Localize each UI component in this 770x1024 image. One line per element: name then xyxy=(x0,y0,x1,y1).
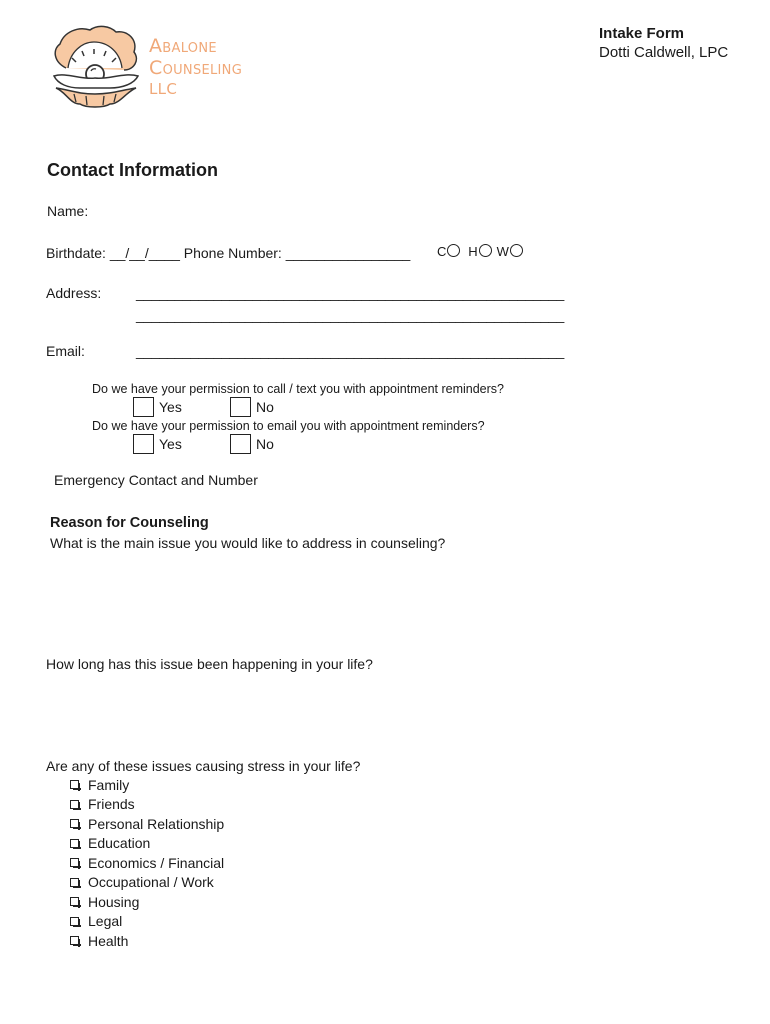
call-yes-checkbox[interactable] xyxy=(133,397,154,417)
call-yes-label: Yes xyxy=(159,399,182,415)
oyster-pearl-icon xyxy=(46,22,144,110)
emergency-contact-label: Emergency Contact and Number xyxy=(54,472,258,488)
phone-work-radio[interactable] xyxy=(510,244,523,257)
address-line-1[interactable]: _______________________________________________________ xyxy=(136,285,565,301)
logo xyxy=(46,22,276,112)
stress-item-label: Friends xyxy=(88,796,135,813)
list-item[interactable] xyxy=(70,873,224,893)
email-permission-question: Do we have your permission to email you with appointment reminders? xyxy=(92,419,485,433)
stress-items-list xyxy=(70,775,224,951)
phone-type-options xyxy=(437,243,524,259)
address-line-2[interactable]: _______________________________________________________ xyxy=(136,307,565,323)
stress-question: Are any of these issues causing stress in your life? xyxy=(46,758,361,774)
email-yes-label: Yes xyxy=(159,436,182,452)
list-item[interactable] xyxy=(70,892,224,912)
stress-item-label: Family xyxy=(88,776,130,793)
checkbox-icon[interactable] xyxy=(70,936,79,945)
counselor-name: Dotti Caldwell, LPC xyxy=(599,44,729,61)
list-item[interactable] xyxy=(70,834,224,854)
stress-item-label: Legal xyxy=(88,913,123,930)
address-label: Address: xyxy=(46,285,102,301)
checkbox-icon[interactable] xyxy=(70,839,79,848)
email-label: Email: xyxy=(46,343,85,359)
email-no-checkbox[interactable] xyxy=(230,434,251,454)
duration-question: How long has this issue been happening in your life? xyxy=(46,656,373,672)
name-label: Name: xyxy=(47,203,89,219)
phone-type-h-label: H xyxy=(468,244,478,259)
checkbox-icon[interactable] xyxy=(70,780,79,789)
form-title: Intake Form xyxy=(599,25,685,42)
logo-line-3: LLC xyxy=(149,80,178,98)
phone-type-c-label: C xyxy=(437,244,447,259)
list-item[interactable] xyxy=(70,814,224,834)
stress-item-label: Health xyxy=(88,932,129,949)
checkbox-icon[interactable] xyxy=(70,819,79,828)
stress-item-label: Education xyxy=(88,835,151,852)
list-item[interactable] xyxy=(70,912,224,932)
call-no-label: No xyxy=(256,399,274,415)
email-yes-checkbox[interactable] xyxy=(133,434,154,454)
checkbox-icon[interactable] xyxy=(70,917,79,926)
birthdate-phone-line[interactable]: Birthdate: __/__/____ Phone Number: ________________ xyxy=(46,245,411,261)
main-issue-question: What is the main issue you would like to address in counseling? xyxy=(50,535,446,551)
stress-item-label: Personal Relationship xyxy=(88,815,225,832)
call-no-checkbox[interactable] xyxy=(230,397,251,417)
email-no-label: No xyxy=(256,436,274,452)
call-permission-question: Do we have your permission to call / text you with appointment reminders? xyxy=(92,382,504,396)
list-item[interactable] xyxy=(70,931,224,951)
stress-item-label: Occupational / Work xyxy=(88,874,214,891)
checkbox-icon[interactable] xyxy=(70,858,79,867)
list-item[interactable] xyxy=(70,853,224,873)
phone-home-radio[interactable] xyxy=(479,244,492,257)
list-item[interactable] xyxy=(70,795,224,815)
contact-heading: Contact Information xyxy=(47,160,218,180)
phone-type-w-label: W xyxy=(496,244,509,259)
checkbox-icon[interactable] xyxy=(70,897,79,906)
list-item[interactable] xyxy=(70,775,224,795)
checkbox-icon[interactable] xyxy=(70,800,79,809)
email-line[interactable]: _______________________________________________________ xyxy=(136,343,565,359)
phone-cell-radio[interactable] xyxy=(447,244,460,257)
stress-item-label: Economics / Financial xyxy=(88,854,225,871)
stress-item-label: Housing xyxy=(88,893,140,910)
logo-line-2: Counseling xyxy=(149,57,243,79)
reason-heading: Reason for Counseling xyxy=(50,515,209,531)
logo-line-1: Abalone xyxy=(149,35,217,57)
checkbox-icon[interactable] xyxy=(70,878,79,887)
